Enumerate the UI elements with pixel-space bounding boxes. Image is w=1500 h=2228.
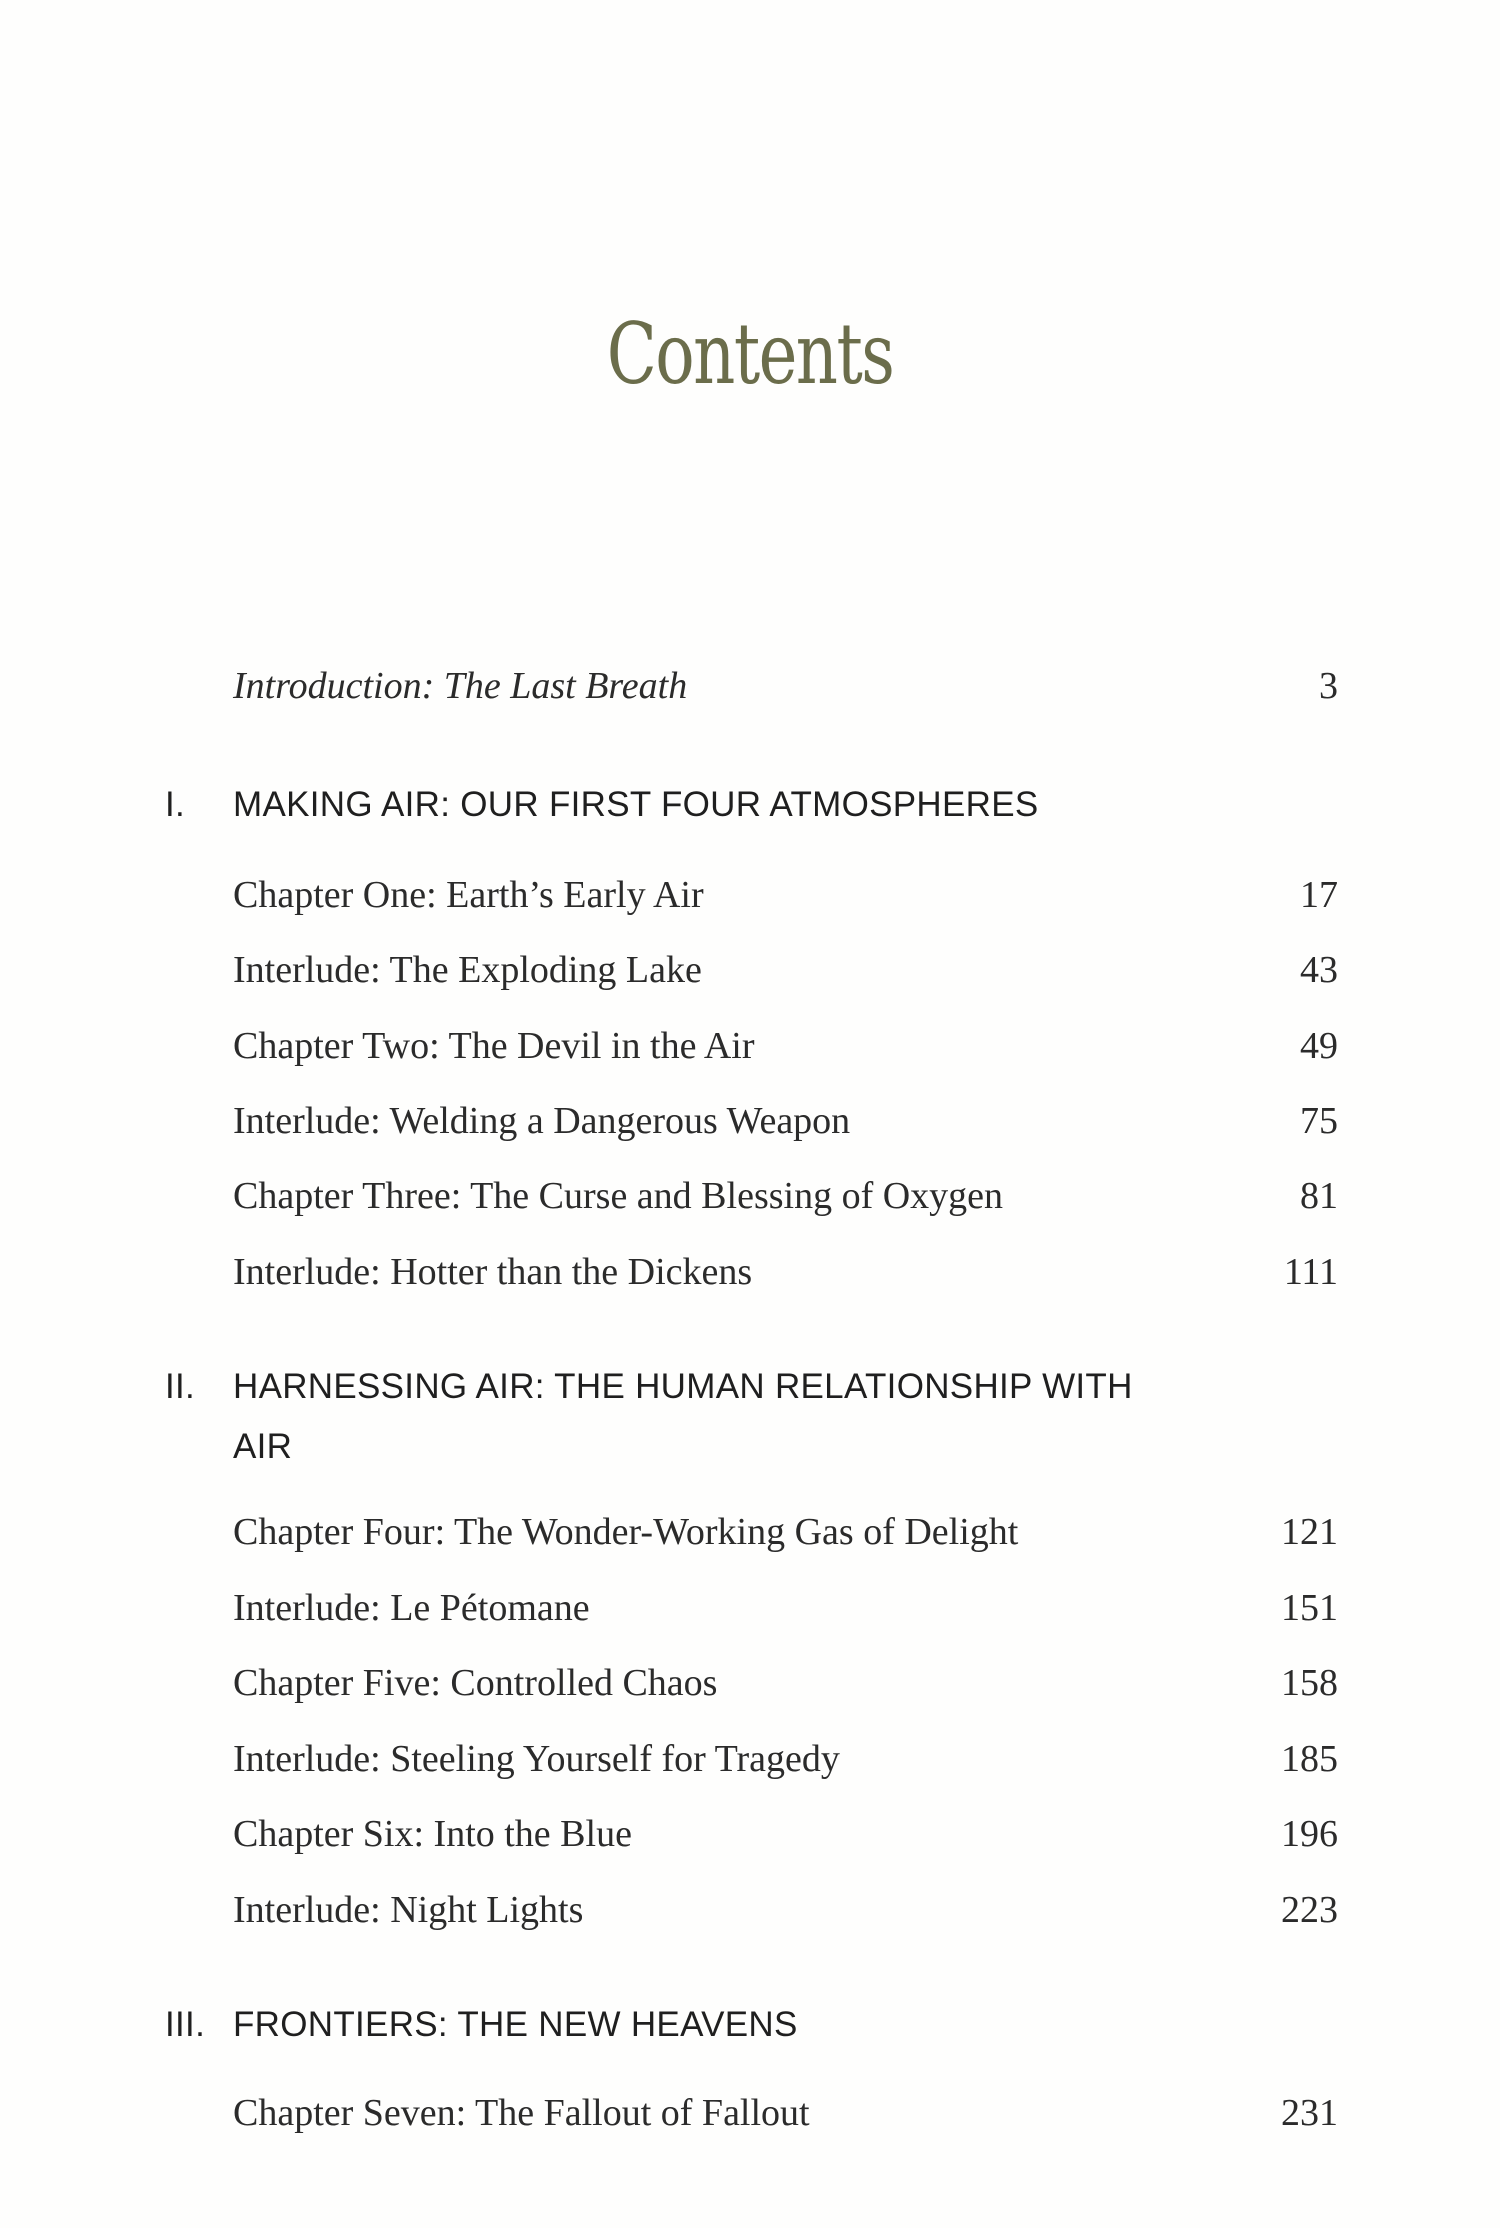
toc-entry-title: Chapter Five: Controlled Chaos — [233, 1662, 718, 1704]
toc-entry-page: 43 — [1300, 949, 1338, 991]
toc-entry-page: 81 — [1300, 1175, 1338, 1217]
toc-entry-page: 121 — [1281, 1511, 1338, 1553]
toc-entry-page: 231 — [1281, 2092, 1338, 2134]
part-title: FRONTIERS: THE NEW HEAVENS — [233, 2005, 798, 2044]
part-title: MAKING AIR: OUR FIRST FOUR ATMOSPHERES — [233, 785, 1039, 824]
toc-entry-title: Introduction: The Last Breath — [233, 665, 688, 707]
toc-entry[interactable] — [233, 1102, 1338, 1140]
toc-entry-title: Interlude: Hotter than the Dickens — [233, 1251, 753, 1293]
toc-entry-title: Interlude: The Exploding Lake — [233, 949, 702, 991]
part-numeral: I. — [165, 785, 186, 824]
toc-entry-page: 151 — [1281, 1587, 1338, 1629]
toc-entry[interactable] — [233, 951, 1338, 989]
toc-entry[interactable] — [233, 1664, 1338, 1702]
toc-entry[interactable] — [233, 1177, 1338, 1215]
toc-entry[interactable] — [233, 1253, 1338, 1291]
part-numeral: III. — [165, 2005, 206, 2044]
toc-entry-title: Interlude: Welding a Dangerous Weapon — [233, 1100, 851, 1142]
toc-entry-title: Chapter Three: The Curse and Blessing of Oxygen — [233, 1175, 1004, 1217]
toc-entry-page: 196 — [1281, 1813, 1338, 1855]
page-title: Contents — [606, 305, 894, 403]
toc-entry[interactable] — [233, 1589, 1338, 1627]
toc-entry-page: 185 — [1281, 1738, 1338, 1780]
toc-entry[interactable] — [233, 1513, 1338, 1551]
toc-entry-page: 17 — [1300, 874, 1338, 916]
toc-entry[interactable] — [233, 876, 1338, 914]
toc-entry-page: 49 — [1300, 1025, 1338, 1067]
toc-entry-introduction[interactable] — [233, 667, 1338, 705]
toc-entry-title: Interlude: Steeling Yourself for Tragedy — [233, 1738, 840, 1780]
toc-entry[interactable] — [233, 1815, 1338, 1853]
toc-entry-title: Chapter Six: Into the Blue — [233, 1813, 632, 1855]
toc-entry-page: 223 — [1281, 1889, 1338, 1931]
toc-entry[interactable] — [233, 1891, 1338, 1929]
toc-entry[interactable] — [233, 1740, 1338, 1778]
toc-entry-page: 158 — [1281, 1662, 1338, 1704]
toc-entry-title: Chapter Two: The Devil in the Air — [233, 1025, 755, 1067]
part-numeral: II. — [165, 1367, 196, 1406]
toc-entry-title: Chapter Four: The Wonder-Working Gas of Delight — [233, 1511, 1019, 1553]
toc-entry[interactable] — [233, 2094, 1338, 2132]
toc-entry-page: 75 — [1300, 1100, 1338, 1142]
toc-entry-title: Chapter One: Earth’s Early Air — [233, 874, 704, 916]
toc-entry-page: 111 — [1283, 1251, 1338, 1293]
toc-entry-title: Chapter Seven: The Fallout of Fallout — [233, 2092, 810, 2134]
toc-entry-page: 3 — [1319, 665, 1338, 707]
toc-entry-title: Interlude: Night Lights — [233, 1889, 584, 1931]
part-title: HARNESSING AIR: THE HUMAN RELATIONSHIP WITH AIR — [233, 1367, 1133, 1466]
toc-entry[interactable] — [233, 1027, 1338, 1065]
toc-entry-title: Interlude: Le Pétomane — [233, 1587, 590, 1629]
